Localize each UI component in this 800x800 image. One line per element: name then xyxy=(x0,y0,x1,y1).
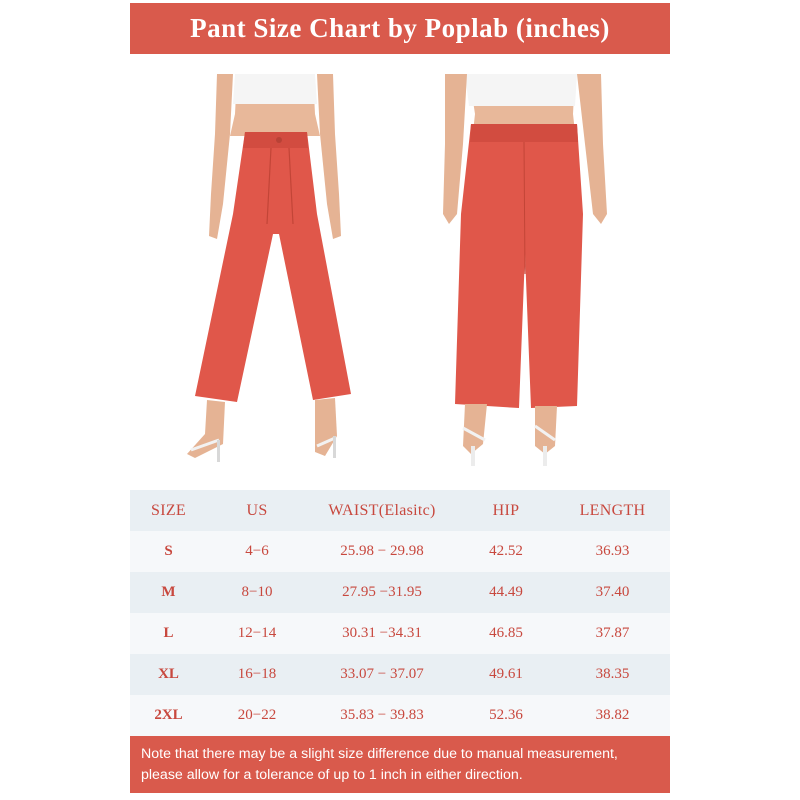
cell-size: L xyxy=(163,625,174,641)
table-row xyxy=(130,531,670,572)
table-row xyxy=(130,654,670,695)
cell-length: 37.40 xyxy=(595,584,630,600)
cell-size: XL xyxy=(158,666,179,682)
header-us: US xyxy=(246,501,268,519)
cell-waist: 30.31 −34.31 xyxy=(342,625,422,641)
cell-waist: 27.95 −31.95 xyxy=(342,584,422,600)
header-waist: WAIST(Elasitc) xyxy=(328,501,436,519)
note-line-1: Note that there may be a slight size difference due to manual measurement, xyxy=(141,745,618,762)
cell-size: M xyxy=(161,584,176,600)
cell-waist: 35.83 − 39.83 xyxy=(340,707,424,723)
cell-hip: 49.61 xyxy=(489,666,523,682)
cell-waist: 25.98 − 29.98 xyxy=(340,543,424,559)
cell-size: 2XL xyxy=(154,707,183,723)
table-row xyxy=(130,695,670,736)
table-header-row xyxy=(130,490,670,531)
cell-us: 4−6 xyxy=(245,543,269,559)
cell-hip: 42.52 xyxy=(489,543,523,559)
header-size: SIZE xyxy=(151,501,186,519)
cell-size: S xyxy=(164,543,173,559)
cell-length: 38.35 xyxy=(595,666,630,682)
table-row xyxy=(130,572,670,613)
cell-length: 36.93 xyxy=(595,543,630,559)
header-hip: HIP xyxy=(492,501,520,519)
cell-hip: 52.36 xyxy=(489,707,523,723)
cell-length: 37.87 xyxy=(595,625,630,641)
cell-us: 20−22 xyxy=(237,707,277,723)
cell-us: 8−10 xyxy=(241,584,273,600)
header-length: LENGTH xyxy=(579,501,646,519)
measurement-note xyxy=(130,736,670,793)
table-row xyxy=(130,613,670,654)
product-photo-back xyxy=(425,74,625,469)
cell-hip: 44.49 xyxy=(489,584,523,600)
cell-us: 12−14 xyxy=(237,625,277,641)
cell-length: 38.82 xyxy=(595,707,630,723)
cell-waist: 33.07 − 37.07 xyxy=(340,666,424,682)
page-title: Pant Size Chart by Poplab (inches) xyxy=(130,3,670,54)
size-chart-table xyxy=(130,490,670,736)
product-photo-front xyxy=(175,74,375,469)
cell-us: 16−18 xyxy=(237,666,277,682)
cell-hip: 46.85 xyxy=(489,625,523,641)
note-line-2: please allow for a tolerance of up to 1 inch in either direction. xyxy=(141,766,523,783)
